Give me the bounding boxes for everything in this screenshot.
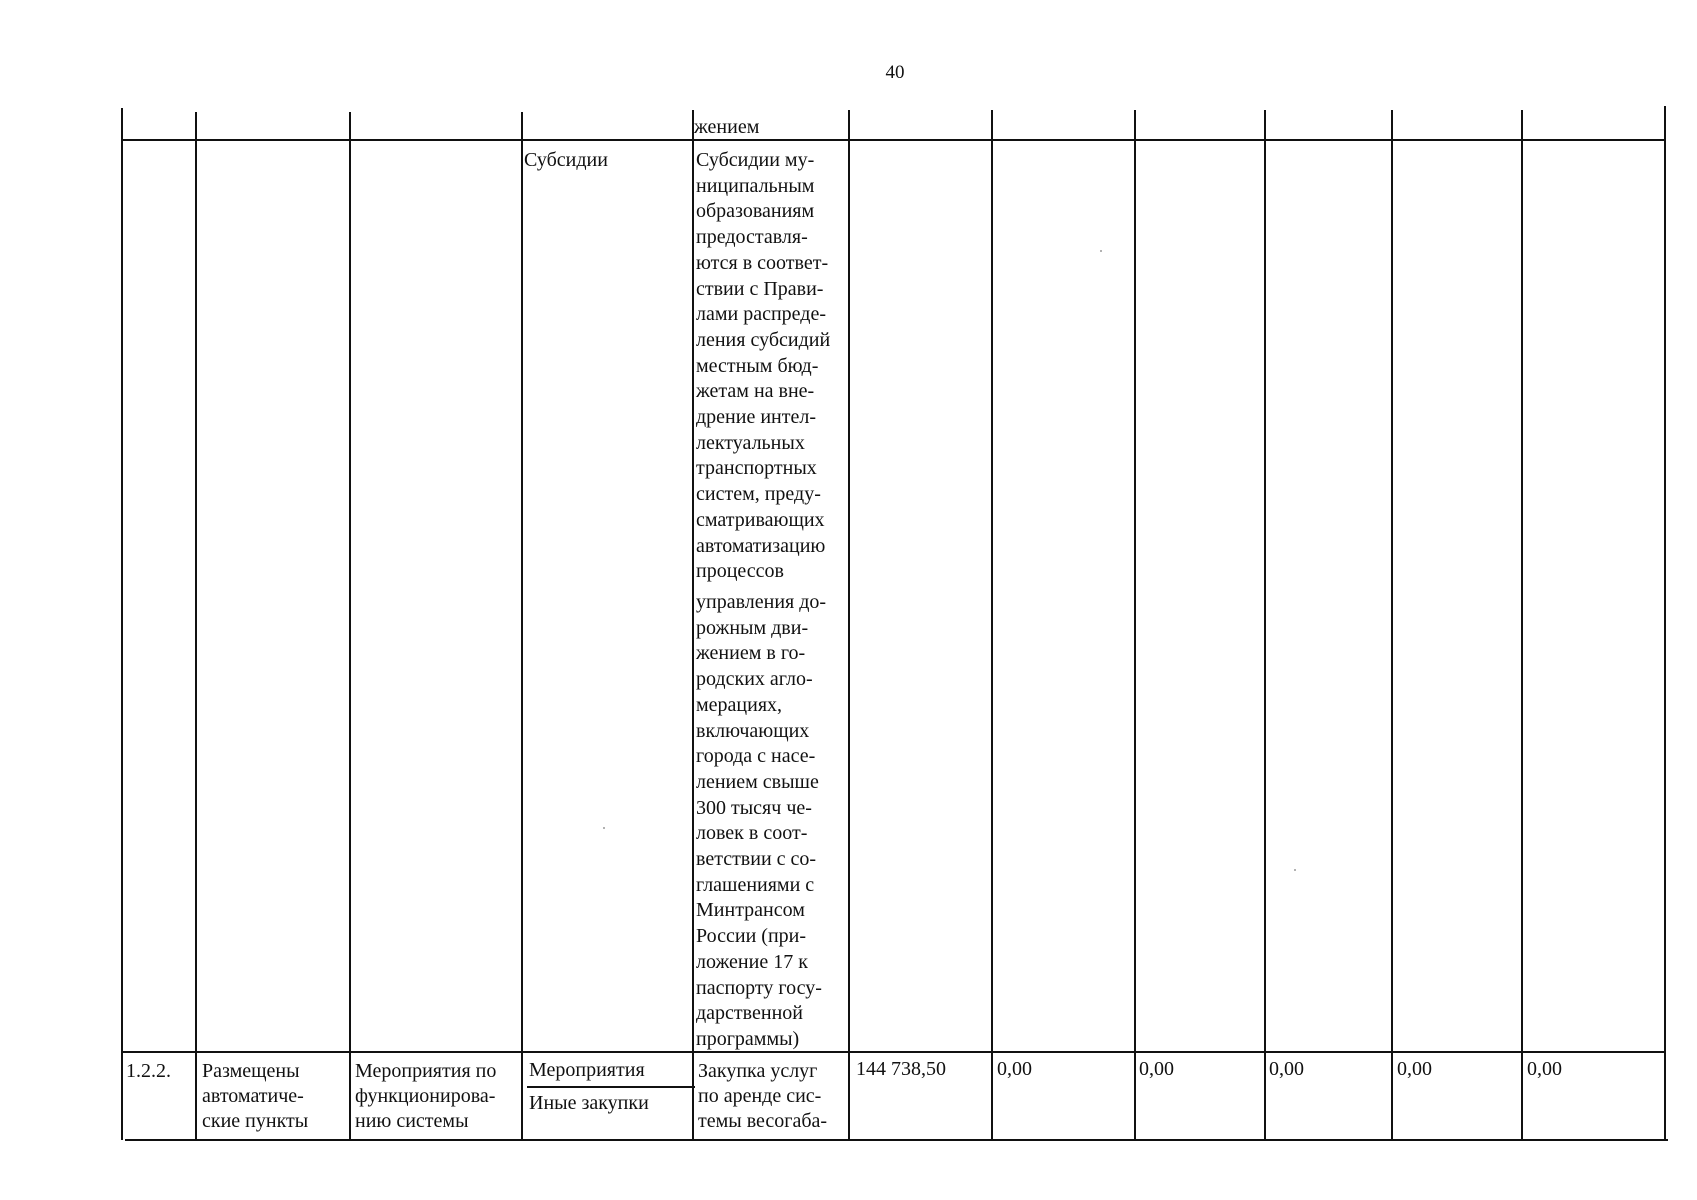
page-number: 40	[885, 62, 905, 83]
description-line: включающих	[696, 719, 810, 742]
description-line: города с насе-	[696, 745, 816, 768]
description-line: темы весогаба-	[698, 1110, 828, 1132]
description-line: лектуальных	[696, 431, 805, 454]
event-line: функционирова-	[355, 1085, 496, 1107]
column-rule-8	[1134, 110, 1136, 1140]
subsidy-type: Субсидии	[524, 149, 608, 171]
description-line: 300 тысяч че-	[696, 796, 812, 819]
description-line: Субсидии му-	[696, 149, 815, 171]
description-line: паспорту госу-	[696, 976, 822, 999]
description-line: мерациях,	[696, 693, 783, 716]
event-line: нию системы	[355, 1110, 469, 1132]
column-rule-2	[195, 112, 197, 1140]
result-line: автоматиче-	[202, 1085, 304, 1107]
description-line: ветствии с со-	[696, 848, 817, 870]
description-line: ловек в соот-	[696, 822, 808, 845]
result-line: ские пункты	[202, 1110, 309, 1132]
description-line: сматривающих	[696, 508, 825, 531]
description-line: рожным дви-	[696, 616, 809, 639]
description-line: систем, преду-	[696, 483, 821, 506]
scan-speck	[1100, 250, 1102, 252]
description-line: ления субсидий	[696, 328, 831, 351]
column-rule-9	[1264, 110, 1266, 1140]
scan-speck	[603, 827, 605, 829]
description-line: транспортных	[696, 457, 817, 480]
value-year-5: 0,00	[1527, 1058, 1562, 1080]
type-cell-divider	[527, 1086, 695, 1088]
scan-speck	[1294, 869, 1296, 871]
event-line: Мероприятия по	[355, 1060, 497, 1082]
description-line: управления до-	[696, 591, 827, 613]
description-line: России (при-	[696, 925, 807, 948]
description-line: родских агло-	[696, 668, 813, 691]
item-type-bottom: Иные закупки	[529, 1092, 649, 1114]
description-line: по аренде сис-	[698, 1085, 822, 1107]
result-line: Размещены	[202, 1060, 300, 1082]
description-line: дарственной	[696, 1002, 803, 1025]
description-line: местным бюд-	[696, 354, 819, 377]
description-line: программы)	[696, 1027, 800, 1050]
table-rule-bottom	[125, 1139, 1668, 1141]
description-line: предоставля-	[696, 226, 808, 249]
value-year-2: 0,00	[1139, 1058, 1174, 1080]
description-line: лами распреде-	[696, 303, 826, 326]
table-rule-middle	[122, 1051, 1664, 1053]
column-rule-6	[848, 110, 850, 1140]
description-line: автоматизацию	[696, 534, 826, 557]
column-rule-5	[692, 110, 694, 1140]
continuation-description-tail: жением	[694, 116, 760, 138]
description-line: жетам на вне-	[696, 380, 815, 403]
value-year-1: 0,00	[997, 1058, 1032, 1080]
item-type-top: Мероприятия	[529, 1059, 645, 1081]
value-total: 144 738,50	[856, 1058, 946, 1080]
description-line: ются в соответ-	[696, 251, 829, 274]
description-line: Закупка услуг	[698, 1060, 818, 1082]
description-line: образованиям	[696, 200, 815, 223]
item-number: 1.2.2.	[126, 1060, 171, 1082]
description-line: ложение 17 к	[696, 950, 808, 973]
description-line: жением в го-	[696, 642, 806, 665]
column-rule-1	[121, 108, 123, 1140]
column-rule-7	[991, 110, 993, 1140]
description-line: ствии с Прави-	[696, 277, 824, 300]
column-rule-3	[349, 112, 351, 1140]
description-line: лением свыше	[696, 770, 819, 793]
column-rule-10	[1391, 110, 1393, 1140]
description-line: дрение интел-	[696, 406, 816, 428]
value-year-3: 0,00	[1269, 1058, 1304, 1080]
description-line: процессов	[696, 560, 784, 583]
value-year-4: 0,00	[1397, 1058, 1432, 1080]
description-line: глашениями с	[696, 873, 815, 896]
column-rule-4	[521, 112, 523, 1140]
table-rule-top	[122, 139, 1664, 141]
description-line: Минтрансом	[696, 899, 805, 922]
description-line: ниципальным	[696, 174, 815, 197]
column-rule-12	[1664, 106, 1666, 1140]
column-rule-11	[1521, 110, 1523, 1140]
